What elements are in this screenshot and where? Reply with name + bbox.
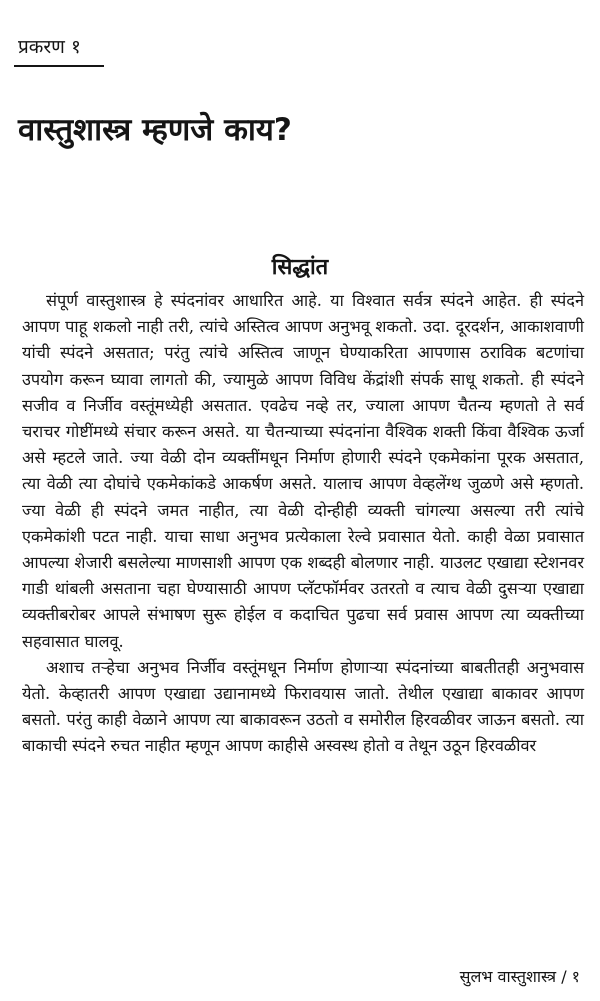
body-paragraph: संपूर्ण वास्तुशास्त्र हे स्पंदनांवर आधारित आहे. या विश्वात सर्वत्र स्पंदने आहेत. ही स्पंदने आपण पाहू शकलो नाही तरी, त्यांचे अस्तित्व आपण अनुभवू शकतो. उदा. दूरदर्शन, आकाशवाणी यांची स्पंदने असतात; परंतु त्यांचे अस्तित्व जाणून घेण्याकरिता आपणास ठराविक बटणांचा उपयोग करून घ्यावा लागतो की, ज्यामुळे आपण विविध केंद्रांशी संपर्क साधू शकतो. ही स्पंदने सजीव व निर्जीव वस्तूंमध्येही असतात. एवढेच नव्हे तर, ज्याला आपण चैतन्य म्हणतो ते सर्व चराचर गोष्टींमध्ये संचार करून असते. या चैतन्याच्या स्पंदनांना वैश्विक शक्ती किंवा वैश्विक ऊर्जा असे म्हटले जाते. ज्या वेळी दोन व्यक्तींमधून निर्माण होणारी स्पंदने एकमेकांना पूरक असतात, त्या वेळी त्या दोघांचे एकमेकांकडे आकर्षण असते. यालाच आपण वेव्हलेंग्थ जुळणे असे म्हणतो. ज्या वेळी ही स्पंदने जमत नाहीत, त्या वेळी दोन्हीही व्यक्ती चांगल्या असल्या तरी त्यांचे एकमेकांशी पटत नाही. याचा साधा अनुभव प्रत्येकाला रेल्वे प्रवासात येतो. काही वेळा प्रवासात आपल्या शेजारी बसलेल्या माणसाशी आपण एक शब्दही बोलणार नाही. याउलट एखाद्या स्टेशनवर गाडी थांबली असताना चहा घेण्यासाठी आपण प्लॅटफॉर्मवर उतरतो व त्याच वेळी दुसऱ्या एखाद्या व्यक्तीबरोबर आपले संभाषण सुरू होईल व कदाचित पुढचा सर्व प्रवास आपण त्या व्यक्तीच्या सहवासात घालवू. [22,291,584,651]
body-paragraph: अशाच तऱ्हेचा अनुभव निर्जीव वस्तूंमधून निर्माण होणाऱ्या स्पंदनांच्या बाबतीतही अनुभवास येतो. केव्हातरी आपण एखाद्या उद्यानामध्ये फिरावयास जातो. तेथील एखाद्या बाकावर आपण बसतो. परंतु काही वेळाने आपण त्या बाकावरून उठतो व समोरील हिरवळीवर जाऊन बसतो. त्या बाकाची स्पंदने रुचत नाहीत म्हणून आपण काहीसे अस्वस्थ होतो व तेथून उठून हिरवळीवर [22,657,584,756]
chapter-label-underline [14,65,104,67]
running-footer: सुलभ वास्तुशास्त्र / १ [459,967,580,986]
body-text [22,288,584,760]
section-heading: सिद्धांत [271,255,329,280]
chapter-label: प्रकरण १ [18,36,81,58]
chapter-title: वास्तुशास्त्र म्हणजे काय? [18,112,292,148]
